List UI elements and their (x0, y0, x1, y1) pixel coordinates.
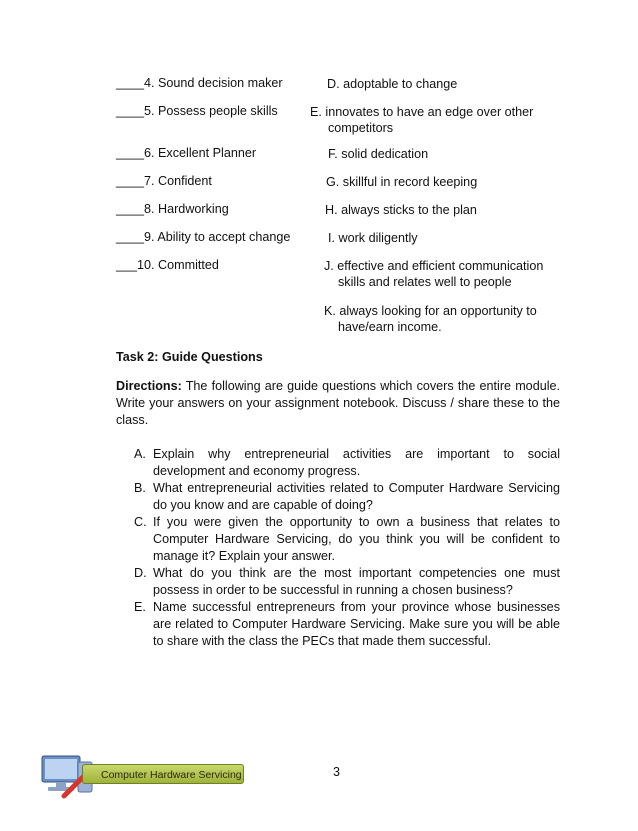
matching-row (116, 174, 576, 192)
matching-item: ____8. Hardworking (116, 202, 229, 216)
footer-banner: Computer Hardware Servicing (82, 764, 244, 784)
section-heading: Task 2: Guide Questions (116, 350, 263, 364)
matching-item: ____5. Possess people skills (116, 104, 278, 118)
matching-choice: K. always looking for an opportunity to have/earn income. (324, 304, 537, 334)
matching-choice: J. effective and efficient communication skills and relates well to people (324, 259, 544, 289)
matching-row (116, 230, 576, 248)
matching-row (116, 258, 576, 289)
matching-item: ____9. Ability to accept change (116, 230, 291, 244)
page-number: 3 (333, 765, 341, 779)
matching-choice: E. innovates to have an edge over other competitors (310, 105, 534, 135)
matching-choice: D. adoptable to change (327, 77, 458, 91)
matching-row (116, 104, 576, 135)
question-item: D. What do you think are the most important competencies one must possess in order to be successful in running a chosen business? (134, 566, 560, 597)
directions-paragraph (116, 378, 560, 429)
matching-row (116, 146, 576, 164)
matching-row (116, 76, 576, 94)
matching-choice: G. skillful in record keeping (326, 175, 478, 189)
question-item: B. What entrepreneurial activities related to Computer Hardware Servicing do you know and are capable of doing? (134, 481, 560, 512)
matching-row (116, 303, 576, 334)
matching-item: ____7. Confident (116, 174, 212, 188)
question-item: E. Name successful entrepreneurs from your province whose businesses are related to Computer Hardware Servicing. Make sure you will be able to share with the class the PECs that made them successful. (134, 600, 560, 648)
footer-logo (36, 752, 250, 800)
matching-choice: H. always sticks to the plan (325, 203, 477, 217)
matching-item: ____4. Sound decision maker (116, 76, 283, 90)
question-item: C. If you were given the opportunity to own a business that relates to Computer Hardware Servicing, do you think you will be confident to manage it? Explain your answer. (134, 515, 560, 563)
matching-choice: F. solid dedication (328, 147, 429, 161)
directions-text: The following are guide questions which covers the entire module. Write your answers on your assignment notebook. Discuss / share these to the class. (116, 379, 560, 427)
matching-choice: I. work diligently (328, 231, 418, 245)
guide-questions-list (116, 446, 560, 650)
matching-row (116, 202, 576, 220)
matching-item: ___10. Committed (116, 258, 219, 272)
question-item: A. Explain why entrepreneurial activities are important to social development and economy progress. (134, 447, 560, 478)
matching-item: ____6. Excellent Planner (116, 146, 257, 160)
directions-label: Directions: (116, 379, 182, 393)
